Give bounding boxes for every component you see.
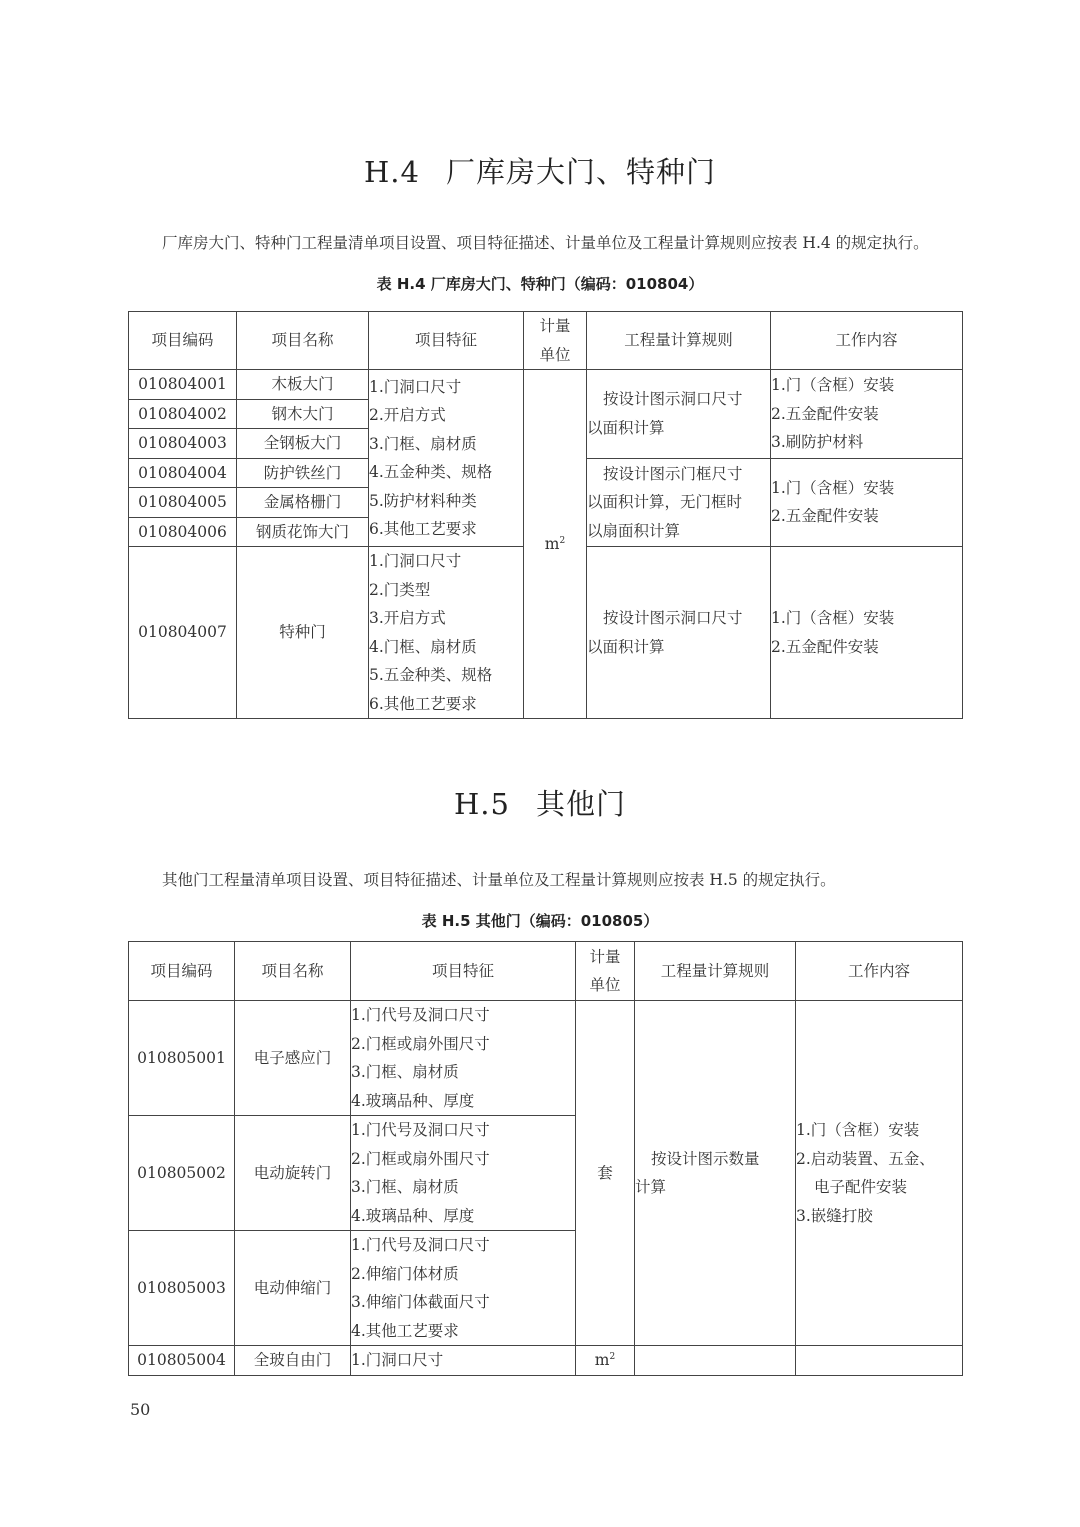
item-features: 1.门代号及洞口尺寸 2.门框或扇外围尺寸 3.门框、扇材质 4.玻璃品种、厚度	[351, 1116, 576, 1231]
item-code: 010805004	[129, 1346, 235, 1376]
item-work: 1.门（含框）安装 2.五金配件安装 3.刷防护材料	[771, 370, 963, 459]
section-heading: 厂库房大门、特种门	[445, 155, 716, 189]
header-work: 工作内容	[771, 312, 963, 370]
header-code: 项目编码	[129, 312, 237, 370]
table-row	[129, 370, 963, 400]
item-code: 010804004	[129, 458, 237, 488]
item-features: 1.门代号及洞口尺寸 2.伸缩门体材质 3.伸缩门体截面尺寸 4.其他工艺要求	[351, 1231, 576, 1346]
header-name: 项目名称	[237, 312, 369, 370]
header-features: 项目特征	[351, 942, 576, 1001]
item-features: 1.门洞口尺寸	[351, 1346, 576, 1376]
header-work: 工作内容	[796, 942, 963, 1001]
section-number: H.5	[454, 787, 510, 821]
table-row	[129, 1001, 963, 1116]
item-code: 010804002	[129, 399, 237, 429]
item-code: 010804006	[129, 517, 237, 547]
item-rule: 按设计图示数量 计算	[635, 1001, 796, 1346]
item-name: 木板大门	[237, 370, 369, 400]
table-header-row	[129, 942, 963, 1001]
header-unit: 计量 单位	[524, 312, 587, 370]
item-work-empty	[796, 1346, 963, 1376]
item-code: 010804007	[129, 547, 237, 719]
header-name: 项目名称	[235, 942, 351, 1001]
item-code: 010805003	[129, 1231, 235, 1346]
item-code: 010805001	[129, 1001, 235, 1116]
item-name: 全玻自由门	[235, 1346, 351, 1376]
item-features: 1.门洞口尺寸 2.门类型 3.开启方式 4.门框、扇材质 5.五金种类、规格 6.其他工艺要求	[369, 547, 524, 719]
item-name: 防护铁丝门	[237, 458, 369, 488]
table-h5	[128, 941, 963, 1376]
section-heading: 其他门	[535, 787, 626, 821]
intro-paragraph-h5: 其他门工程量清单项目设置、项目特征描述、计量单位及工程量计算规则应按表 H.5 的规定执行。	[162, 871, 836, 889]
table-caption-h4: 表 H.4 厂库房大门、特种门（编码：010804）	[376, 275, 704, 293]
section-title-h5	[0, 782, 1080, 823]
item-work: 1.门（含框）安装 2.启动装置、五金、 电子配件安装 3.嵌缝打胶	[796, 1001, 963, 1346]
item-features: 1.门代号及洞口尺寸 2.门框或扇外围尺寸 3.门框、扇材质 4.玻璃品种、厚度	[351, 1001, 576, 1116]
item-unit: 套	[576, 1001, 635, 1346]
table-caption-h5: 表 H.5 其他门（编码：010805）	[421, 912, 659, 930]
table-h4	[128, 311, 963, 719]
item-name: 全钢板大门	[237, 429, 369, 459]
page-number: 50	[130, 1400, 151, 1419]
item-name: 钢木大门	[237, 399, 369, 429]
item-name: 电动伸缩门	[235, 1231, 351, 1346]
item-name: 电子感应门	[235, 1001, 351, 1116]
item-rule: 按设计图示洞口尺寸 以面积计算	[587, 370, 771, 459]
table-header-row	[129, 312, 963, 370]
item-code: 010805002	[129, 1116, 235, 1231]
item-rule: 按设计图示门框尺寸 以面积计算，无门框时 以扇面积计算	[587, 458, 771, 547]
item-code: 010804003	[129, 429, 237, 459]
item-unit: $m^2$	[524, 370, 587, 719]
item-rule-empty	[635, 1346, 796, 1376]
item-work: 1.门（含框）安装 2.五金配件安装	[771, 547, 963, 719]
intro-paragraph-h4: 厂库房大门、特种门工程量清单项目设置、项目特征描述、计量单位及工程量计算规则应按表 H.4 的规定执行。	[162, 234, 929, 252]
item-code: 010804001	[129, 370, 237, 400]
header-features: 项目特征	[369, 312, 524, 370]
table-row	[129, 1346, 963, 1376]
item-name: 特种门	[237, 547, 369, 719]
header-rule: 工程量计算规则	[635, 942, 796, 1001]
item-features: 1.门洞口尺寸 2.开启方式 3.门框、扇材质 4.五金种类、规格 5.防护材料种类 6.其他工艺要求	[369, 370, 524, 547]
section-title-h4	[0, 150, 1080, 191]
header-rule: 工程量计算规则	[587, 312, 771, 370]
item-code: 010804005	[129, 488, 237, 518]
item-work: 1.门（含框）安装 2.五金配件安装	[771, 458, 963, 547]
item-unit: $m^2$	[576, 1346, 635, 1376]
item-name: 金属格栅门	[237, 488, 369, 518]
header-unit: 计量 单位	[576, 942, 635, 1001]
item-name: 钢质花饰大门	[237, 517, 369, 547]
header-code: 项目编码	[129, 942, 235, 1001]
item-name: 电动旋转门	[235, 1116, 351, 1231]
item-rule: 按设计图示洞口尺寸 以面积计算	[587, 547, 771, 719]
section-number: H.4	[364, 155, 420, 189]
